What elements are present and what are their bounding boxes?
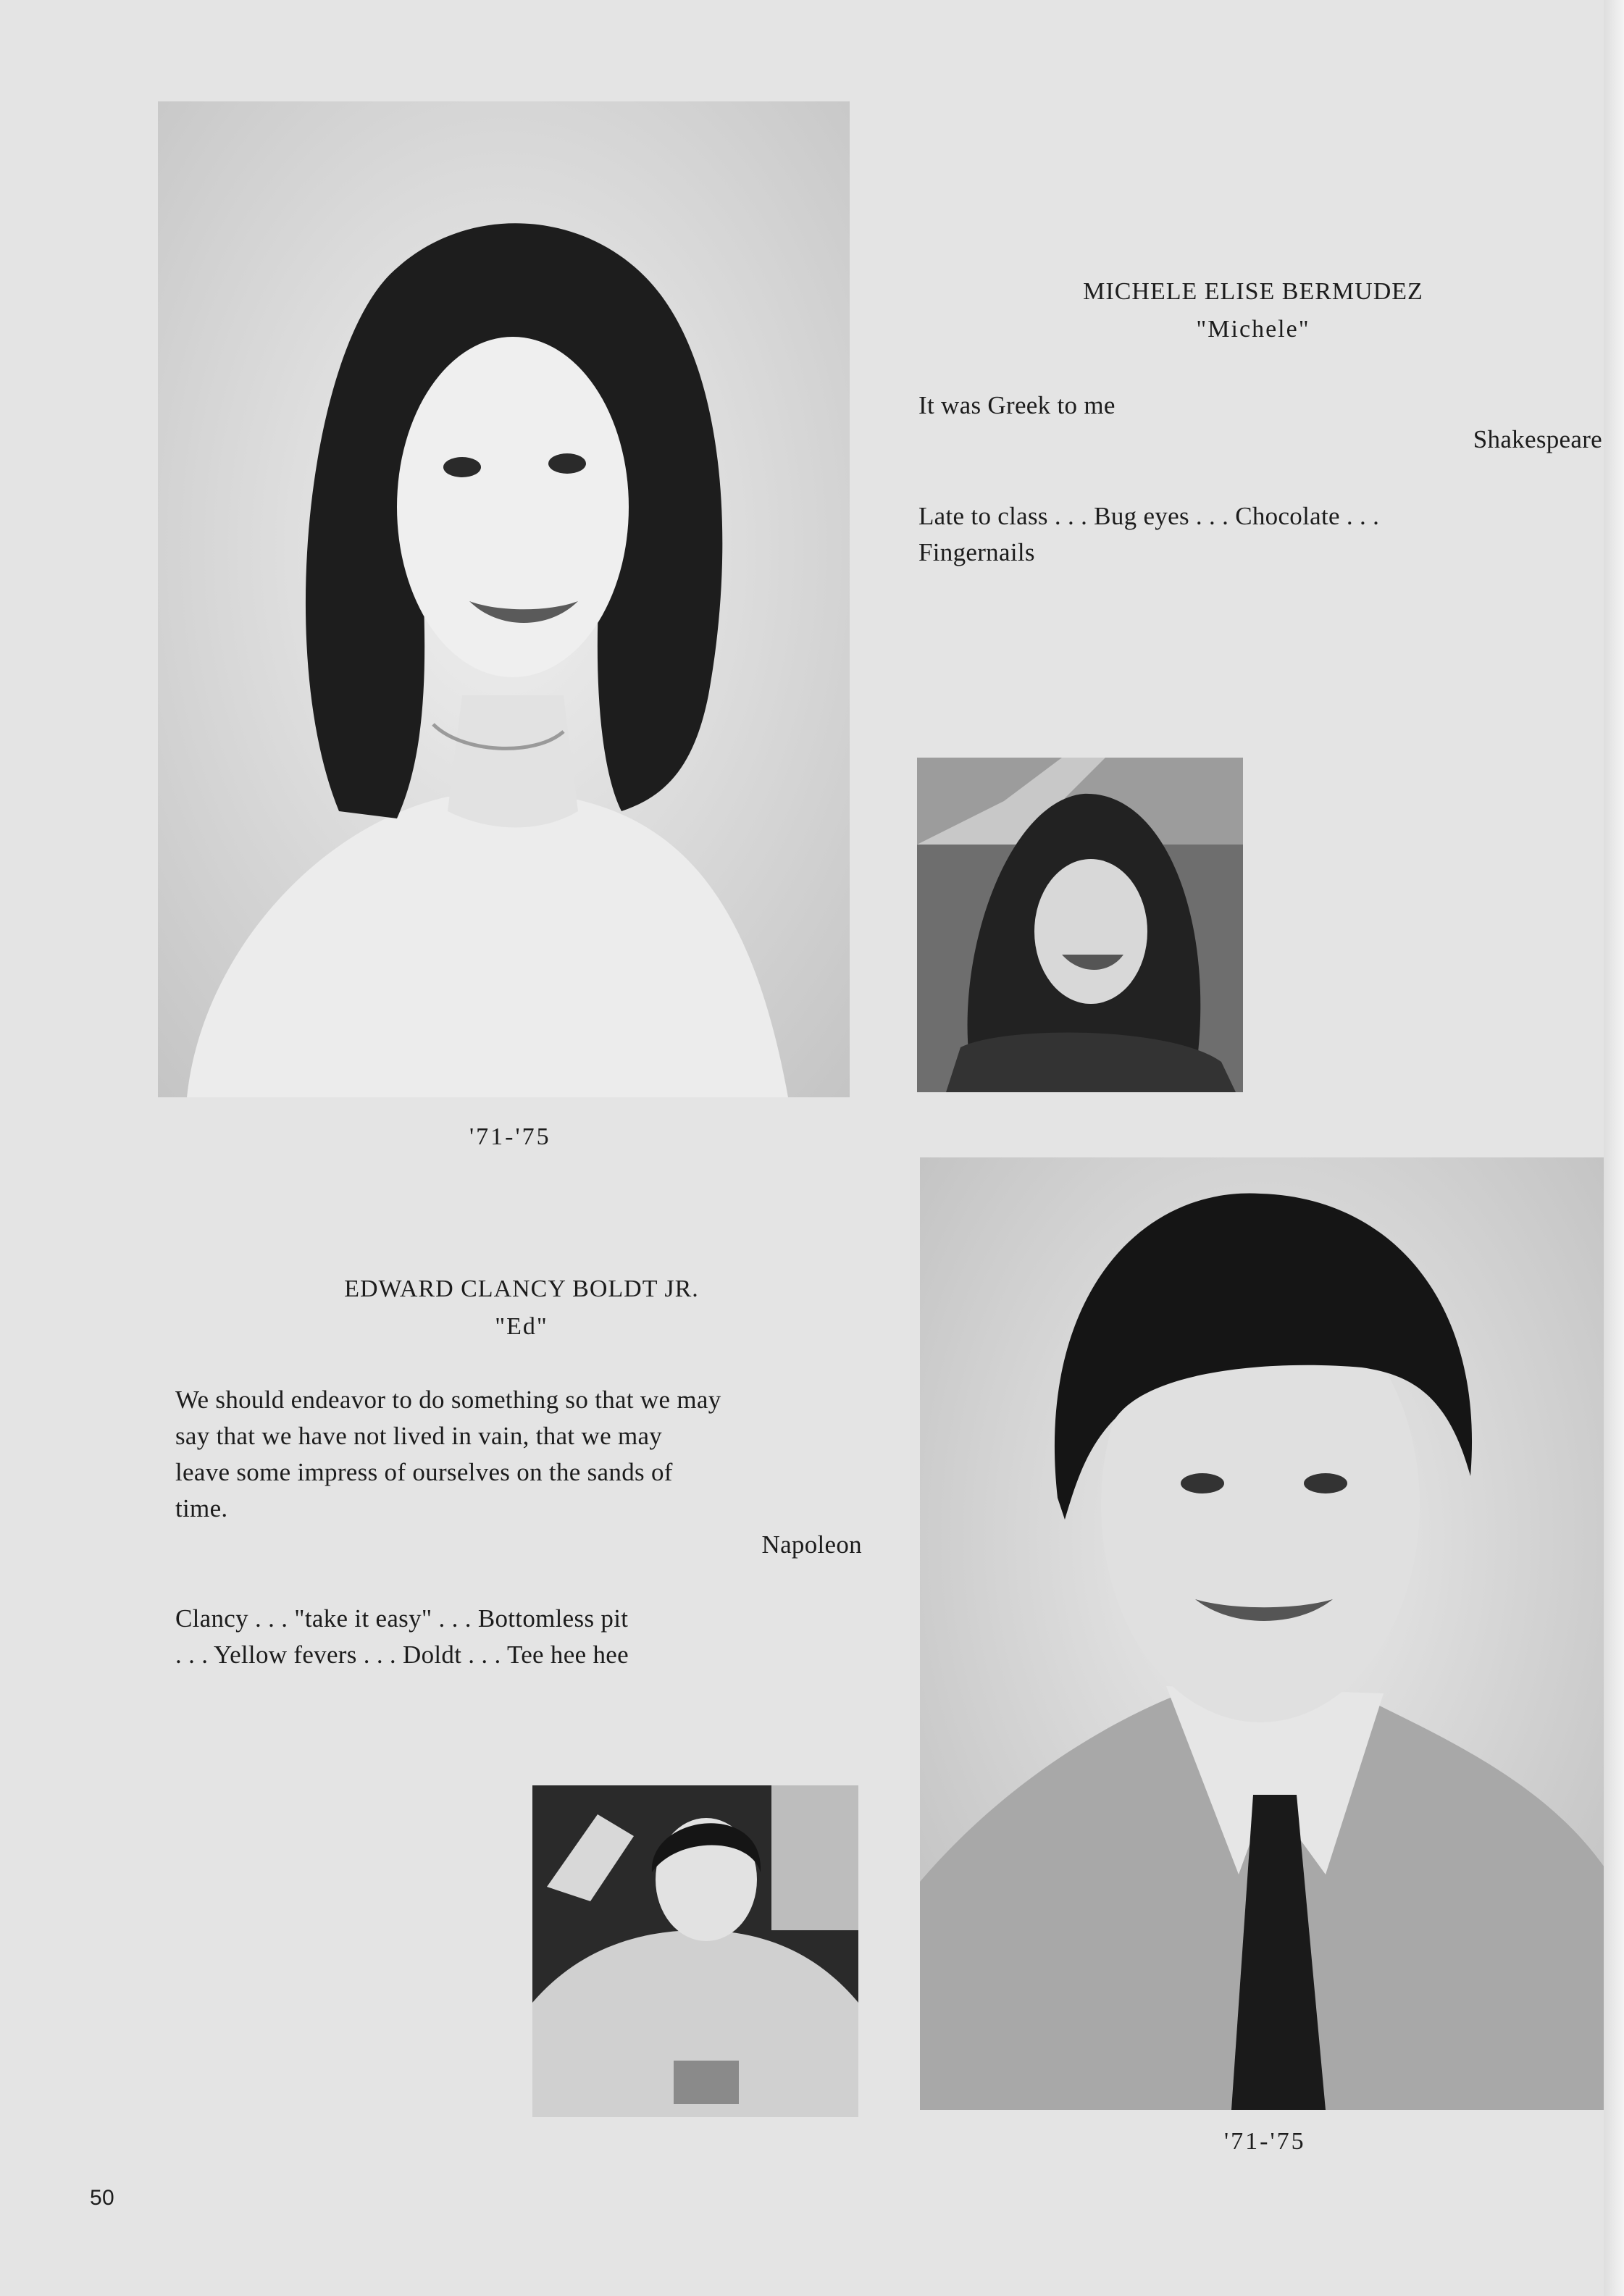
page-number: 50: [90, 2186, 114, 2210]
michele-quote-author: Shakespeare: [1473, 425, 1602, 453]
edward-quote-line-1: We should endeavor to do something so that we may: [175, 1386, 721, 1414]
michele-portrait-photo: [158, 101, 850, 1097]
michele-years: '71-'75: [469, 1123, 551, 1150]
michele-quote: It was Greek to me: [918, 391, 1116, 419]
edward-name: EDWARD CLANCY BOLDT JR.: [344, 1275, 699, 1302]
edward-years: '71-'75: [1224, 2128, 1306, 2155]
michele-memories-line-2: Fingernails: [918, 538, 1035, 566]
edward-portrait-photo: [920, 1157, 1604, 2110]
michele-memories-line-1: Late to class . . . Bug eyes . . . Chocolate . . .: [918, 502, 1380, 530]
edward-nickname: "Ed": [495, 1313, 548, 1340]
michele-name: MICHELE ELISE BERMUDEZ: [1083, 278, 1423, 305]
edward-quote-line-4: time.: [175, 1494, 228, 1522]
edward-quote-line-3: leave some impress of ourselves on the sands of: [175, 1458, 673, 1486]
michele-candid-photo: [917, 758, 1243, 1092]
edward-memories-line-1: Clancy . . . "take it easy" . . . Bottomless pit: [175, 1604, 629, 1633]
edward-quote-author: Napoleon: [761, 1530, 862, 1559]
edward-memories-line-2: . . . Yellow fevers . . . Doldt . . . Tee hee hee: [175, 1641, 629, 1669]
edward-candid-photo: [532, 1785, 858, 2117]
michele-nickname: "Michele": [1196, 316, 1310, 343]
edward-quote-line-2: say that we have not lived in vain, that we may: [175, 1422, 663, 1450]
